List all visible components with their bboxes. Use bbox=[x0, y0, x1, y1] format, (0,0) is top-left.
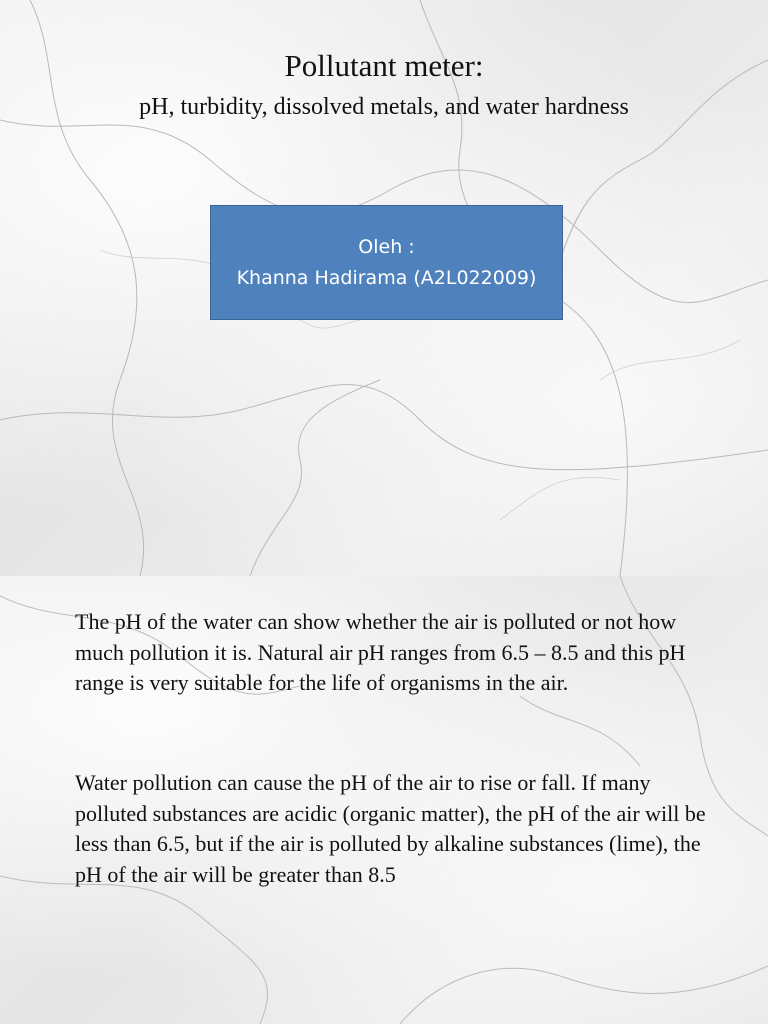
author-name: Khanna Hadirama (A2L022009) bbox=[236, 266, 537, 289]
author-box bbox=[210, 205, 563, 320]
slide-content bbox=[0, 576, 768, 1024]
author-label: Oleh : bbox=[358, 236, 415, 259]
slide-subtitle: pH, turbidity, dissolved metals, and water hardness bbox=[139, 94, 629, 120]
paragraph-ph-change: Water pollution can cause the pH of the air to rise or fall. If many polluted substances are acidic (organic matter), the pH of the air will be less than 6.5, but if the air is polluted by alkaline substances (lime), the pH of the air will be greater than 8.5 bbox=[75, 770, 706, 887]
paragraph-ph-range: The pH of the water can show whether the air is polluted or not how much pollution it is. Natural air pH ranges from 6.5 – 8.5 and this pH range is very suitable for the life of organisms in the air. bbox=[75, 609, 686, 695]
slide-title-heading: Pollutant meter: bbox=[284, 48, 484, 83]
